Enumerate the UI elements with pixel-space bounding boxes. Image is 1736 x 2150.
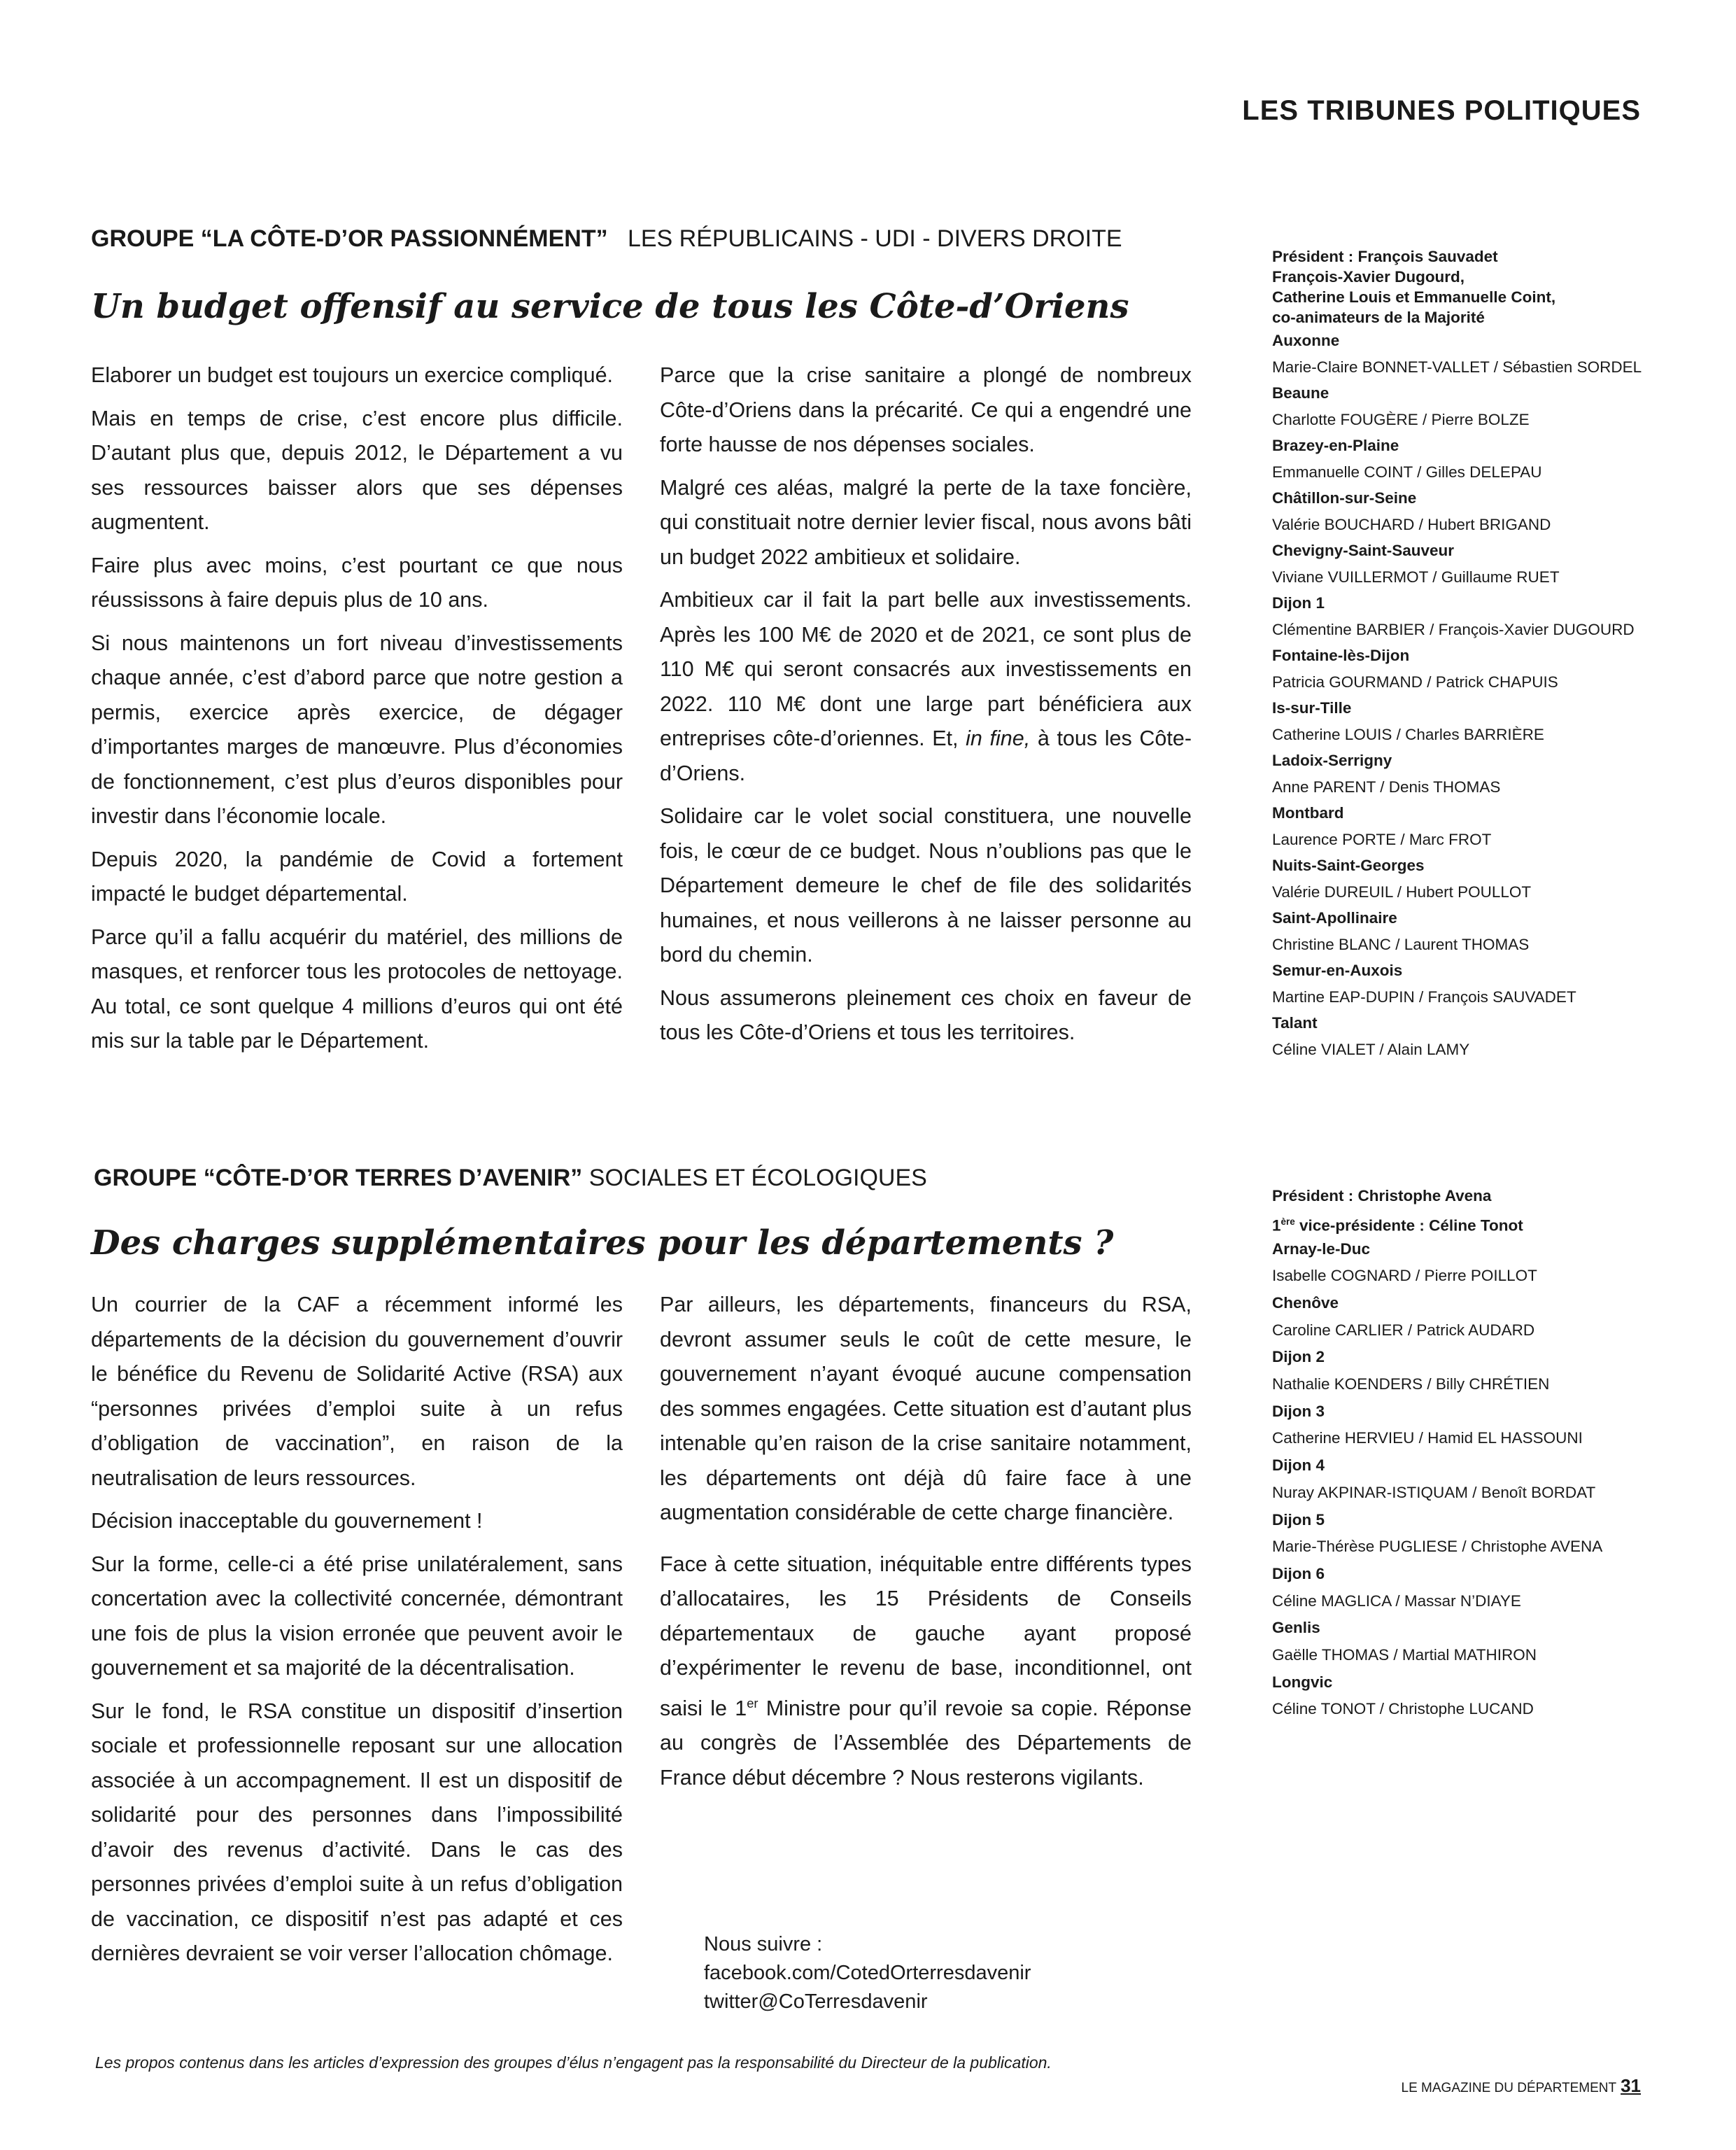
group2-column-2 [660, 1288, 1192, 1804]
member-names: Viviane VUILLERMOT / Guillaume RUET [1272, 568, 1560, 586]
member-town: Chevigny-Saint-Sauveur [1272, 542, 1455, 559]
member-names: Laurence PORTE / Marc FROT [1272, 830, 1492, 848]
twitter-link[interactable]: twitter@CoTerresdavenir [704, 1990, 928, 2013]
paragraph: Par ailleurs, les départements, financeurs du RSA, devront assumer seuls le coût de cette mesure, le gouvernement n’ayant évoqué aucune compensation des sommes engagées. Cette situation est d’autant plus intenable qu’en raison de la crise sanitaire notamment, les départements ont déjà dû faire face à une augmentation considérable de cette charge financière. [660, 1293, 1192, 1524]
vp-prefix: 1 [1272, 1216, 1281, 1235]
member-town: Dijon 2 [1272, 1348, 1325, 1366]
group2-column-1 [91, 1288, 623, 1980]
paragraph: Elaborer un budget est toujours un exercice compliqué. [91, 363, 613, 387]
disclaimer: Les propos contenus dans les articles d’expression des groupes d’élus n’engagent pas la responsabilité du Directeur de la publication. [95, 2053, 1052, 2072]
group1-coanimator: co-animateurs de la Majorité [1272, 309, 1485, 326]
member-names: Catherine HERVIEU / Hamid EL HASSOUNI [1272, 1429, 1583, 1447]
group2-heading [94, 1165, 927, 1192]
paragraph-text: Ministre pour qu’il revoie sa copie. Réponse au congrès de l’Assemblée des Départements de France début décembre ? Nous resterons vigilants. [660, 1696, 1192, 1790]
member-names: Nathalie KOENDERS / Billy CHRÉTIEN [1272, 1375, 1550, 1393]
group1-heading [91, 225, 1122, 253]
group2-affiliation: SOCIALES ET ÉCOLOGIQUES [588, 1165, 927, 1191]
member-names: Clémentine BARBIER / François-Xavier DUGOURD [1272, 620, 1635, 638]
member-town: Dijon 1 [1272, 594, 1325, 612]
group2-president: Président : Christophe Avena [1272, 1187, 1492, 1204]
member-town: Beaune [1272, 384, 1329, 402]
vp-text: vice-présidente : Céline Tonot [1294, 1216, 1523, 1235]
paragraph: Sur le fond, le RSA constitue un dispositif d’insertion sociale et professionnelle reposant sur une allocation associée à un accompagnement. Il est un dispositif de solidarité pour des personnes dans l’impossibilité d’avoir des revenus d’activité. Dans le cas des personnes privées d’emploi suite à un refus d’obligation de vaccination, ce dispositif n’est pas adapté et ces dernières devraient se voir verser l’allocation chômage. [91, 1699, 623, 1965]
member-names: Emmanuelle COINT / Gilles DELEPAU [1272, 463, 1542, 481]
member-town: Fontaine-lès-Dijon [1272, 647, 1410, 664]
paragraph [660, 583, 1192, 791]
member-town: Dijon 3 [1272, 1402, 1325, 1420]
member-town: Dijon 6 [1272, 1564, 1325, 1582]
paragraph: Parce que la crise sanitaire a plongé de nombreux Côte-d’Oriens dans la précarité. Ce qui a engendré une forte hausse de nos dépenses sociales. [660, 363, 1192, 456]
member-town: Longvic [1272, 1673, 1333, 1691]
group1-coanimator: Catherine Louis et Emmanuelle Coint, [1272, 288, 1556, 306]
member-town: Chenôve [1272, 1293, 1339, 1312]
member-names: Céline VIALET / Alain LAMY [1272, 1040, 1470, 1058]
superscript: er [747, 1695, 758, 1710]
member-town: Talant [1272, 1014, 1318, 1032]
member-names: Charlotte FOUGÈRE / Pierre BOLZE [1272, 410, 1530, 428]
member-town: Is-sur-Tille [1272, 699, 1352, 717]
follow-us-block [704, 1930, 1031, 2016]
member-town: Montbard [1272, 804, 1344, 822]
group1-name: GROUPE “LA CÔTE-D’OR PASSIONNÉMENT” [91, 225, 608, 252]
member-town: Dijon 5 [1272, 1510, 1325, 1529]
italic-text: in fine, [966, 726, 1031, 750]
member-names: Martine EAP-DUPIN / François SAUVADET [1272, 988, 1576, 1006]
member-names: Céline MAGLICA / Massar N’DIAYE [1272, 1592, 1521, 1610]
member-names: Valérie DUREUIL / Hubert POULLOT [1272, 883, 1532, 901]
superscript: ère [1280, 1216, 1295, 1227]
member-town: Genlis [1272, 1619, 1320, 1637]
paragraph: Décision inacceptable du gouvernement ! [91, 1509, 483, 1533]
group1-president: Président : François Sauvadet [1272, 248, 1498, 265]
paragraph [660, 1547, 1192, 1796]
paragraph: Depuis 2020, la pandémie de Covid a fortement impacté le budget départemental. [91, 847, 623, 906]
group2-vice-president [1272, 1211, 1664, 1236]
member-town: Dijon 4 [1272, 1456, 1325, 1475]
paragraph: Solidaire car le volet social constituera, une nouvelle fois, le cœur de ce budget. Nous n’oublions pas que le Département demeure le chef de file des solidarités humaines, et nous veillerons à ne laisser personne au bord du chemin. [660, 804, 1192, 967]
paragraph: Un courrier de la CAF a récemment informé les départements de la décision du gouvernement d’ouvrir le bénéfice du Revenu de Solidarité Active (RSA) aux “personnes privées d’emploi suite à un refus d’obligation de vaccination”, en raison de la neutralisation de leurs ressources. [91, 1293, 623, 1490]
paragraph: Faire plus avec moins, c’est pourtant ce que nous réussissons à faire depuis plus de 10 ans. [91, 553, 623, 612]
member-names: Patricia GOURMAND / Patrick CHAPUIS [1272, 673, 1558, 691]
group2-member-list [1272, 1236, 1664, 1724]
section-header: LES TRIBUNES POLITIQUES [1242, 95, 1641, 126]
member-names: Nuray AKPINAR-ISTIQUAM / Benoît BORDAT [1272, 1483, 1596, 1501]
member-town: Nuits-Saint-Georges [1272, 857, 1425, 874]
group1-column-1 [91, 358, 623, 1067]
group2-name: GROUPE “CÔTE-D’OR TERRES D’AVENIR” [94, 1165, 583, 1191]
paragraph: Mais en temps de crise, c’est encore plus difficile. D’autant plus que, depuis 2012, le Département a vu ses ressources baisser alors que ses dépenses augmentent. [91, 406, 623, 534]
group1-affiliation: LES RÉPUBLICAINS - UDI - DIVERS DROITE [627, 225, 1122, 252]
member-names: Gaëlle THOMAS / Martial MATHIRON [1272, 1646, 1537, 1664]
paragraph: Sur la forme, celle-ci a été prise unilatéralement, sans concertation avec la collectivité concernée, démontrant une fois de plus la vision erronée que peuvent avoir le gouvernement et sa majorité de la décentralisation. [91, 1552, 623, 1680]
group2-sidebar [1272, 1186, 1664, 1723]
member-names: Marie-Thérèse PUGLIESE / Christophe AVENA [1272, 1538, 1603, 1556]
member-town: Semur-en-Auxois [1272, 962, 1403, 979]
member-names: Christine BLANC / Laurent THOMAS [1272, 935, 1530, 953]
member-town: Brazey-en-Plaine [1272, 437, 1399, 454]
paragraph: Nous assumerons pleinement ces choix en faveur de tous les Côte-d’Oriens et tous les territoires. [660, 985, 1192, 1044]
page-number: 31 [1621, 2075, 1641, 2096]
paragraph-text: Face à cette situation, inéquitable entre différents types d’allocataires, les 15 Présidents de Conseils départementaux de gauche ayant proposé d’expérimenter le revenu de base, inconditionnel, ont saisi le 1 [660, 1552, 1192, 1720]
facebook-link[interactable]: facebook.com/CotedOrterresdavenir [704, 1962, 1031, 1984]
member-names: Céline TONOT / Christophe LUCAND [1272, 1700, 1534, 1718]
paragraph: Parce qu’il a fallu acquérir du matériel, des millions de masques, et renforcer tous les protocoles de nettoyage. Au total, ce sont quelque 4 millions d’euros qui ont été mis sur la table par le Département. [91, 925, 623, 1053]
group1-title: Un budget offensif au service de tous les Côte-d’Oriens [91, 287, 1129, 326]
page-footer [1402, 2075, 1641, 2097]
paragraph-text: Ambitieux car il fait la part belle aux investissements. Après les 100 M€ de 2020 et de 2021, ce sont plus de 110 M€ qui seront consacrés aux investissements en 2022. 110 M€ dont une large part bénéficiera aux entreprises côte-d’oriennes. Et, [660, 588, 1192, 750]
member-town: Auxonne [1272, 332, 1340, 349]
group2-title: Des charges supplémentaires pour les départements ? [91, 1223, 1114, 1263]
group1-sidebar [1272, 246, 1664, 1062]
group1-column-2 [660, 358, 1192, 1059]
member-town: Ladoix-Serrigny [1272, 752, 1392, 769]
member-names: Marie-Claire BONNET-VALLET / Sébastien SORDEL [1272, 358, 1642, 376]
member-names: Catherine LOUIS / Charles BARRIÈRE [1272, 725, 1544, 743]
member-town: Saint-Apollinaire [1272, 909, 1397, 927]
group1-member-list [1272, 328, 1664, 1062]
member-names: Valérie BOUCHARD / Hubert BRIGAND [1272, 515, 1551, 533]
member-names: Caroline CARLIER / Patrick AUDARD [1272, 1321, 1535, 1339]
member-town: Châtillon-sur-Seine [1272, 489, 1417, 507]
paragraph-text: à tous les Côte-d’Oriens. [660, 726, 1192, 785]
magazine-name: LE MAGAZINE DU DÉPARTEMENT [1401, 2081, 1617, 2095]
paragraph: Si nous maintenons un fort niveau d’investissements chaque année, c’est d’abord parce que notre gestion a permis, exercice après exercice, de dégager d’importantes marges de manœuvre. Plus d’économies de fonctionnement, c’est plus d’euros disponibles pour investir dans l’économie locale. [91, 631, 623, 828]
member-names: Anne PARENT / Denis THOMAS [1272, 778, 1501, 796]
paragraph: Malgré ces aléas, malgré la perte de la taxe foncière, qui constituait notre dernier levier fiscal, nous avons bâti un budget 2022 ambitieux et solidaire. [660, 475, 1192, 569]
member-town: Arnay-le-Duc [1272, 1239, 1371, 1258]
member-names: Isabelle COGNARD / Pierre POILLOT [1272, 1267, 1537, 1285]
group1-coanimator: François-Xavier Dugourd, [1272, 268, 1465, 286]
follow-label: Nous suivre : [704, 1933, 823, 1955]
